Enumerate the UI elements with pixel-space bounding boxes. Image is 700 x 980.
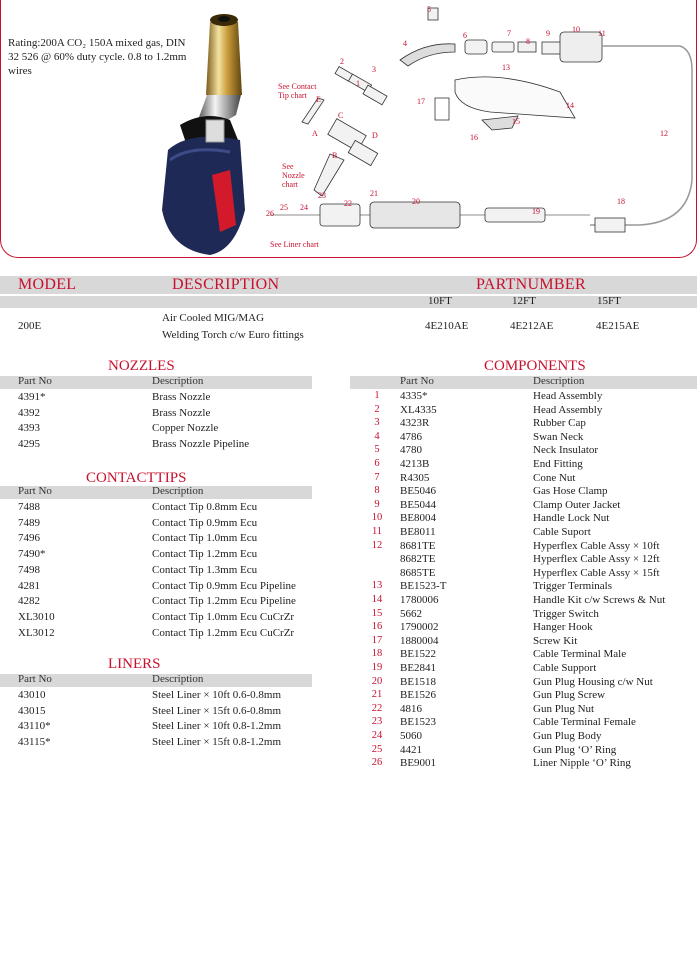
components-row-desc: Neck Insulator xyxy=(533,444,599,457)
contacttips-row-desc: Contact Tip 0.9mm Ecu Pipeline xyxy=(152,579,296,592)
label-15: 15 xyxy=(512,117,520,126)
part-12ft: 4E212AE xyxy=(510,320,554,332)
label-6: 6 xyxy=(463,31,467,40)
label-26: 26 xyxy=(266,209,274,218)
contacttips-row-part: 4282 xyxy=(18,595,40,608)
components-row-index: 3 xyxy=(374,417,380,429)
label-5: 5 xyxy=(427,5,431,14)
contacttips-row-desc: Contact Tip 0.8mm Ecu xyxy=(152,501,258,513)
components-row-part: 8685TE xyxy=(400,566,436,579)
model-desc-line1: Air Cooled MIG/MAG xyxy=(162,312,265,324)
components-row-desc: Gun Plug Housing c/w Nut xyxy=(533,675,653,688)
label-17: 17 xyxy=(417,97,425,106)
components-row-index: 23 xyxy=(371,716,383,728)
components-row-part: BE5044 xyxy=(400,498,437,511)
liners-row-desc: Steel Liner × 15ft 0.8-1.2mm xyxy=(152,736,282,749)
components-row-part: 5662 xyxy=(400,607,422,620)
model-header: MODEL xyxy=(18,276,77,293)
liners-title: LINERS xyxy=(108,656,161,672)
components-row-index: 10 xyxy=(371,512,383,524)
components-row-desc: Gas Hose Clamp xyxy=(533,485,608,498)
components-row-index: 6 xyxy=(374,458,380,469)
liners-row-part: 43110* xyxy=(18,720,51,733)
label-2: 2 xyxy=(340,57,344,66)
liners-col-part: Part No xyxy=(18,673,52,685)
components-row-desc: Rubber Cap xyxy=(533,417,586,430)
components-row-index: 15 xyxy=(371,607,383,619)
components-row-desc: Screw Kit xyxy=(533,634,578,647)
components-row-index: 5 xyxy=(374,444,380,456)
label-4: 4 xyxy=(403,39,407,48)
label-23: 23 xyxy=(318,191,326,200)
components-row-desc: Cable Terminal Female xyxy=(533,716,636,729)
contacttips-row-part: 7496 xyxy=(18,532,40,545)
label-16: 16 xyxy=(470,133,478,142)
part-10ft: 4E210AE xyxy=(425,320,469,332)
length-header-bar xyxy=(0,296,697,308)
model-name: 200E xyxy=(18,320,42,332)
components-row-part: BE1523 xyxy=(400,716,437,729)
components-row-part: BE8004 xyxy=(400,512,437,525)
liners-row-part: 43115* xyxy=(18,736,51,749)
liners-row-part: 43015 xyxy=(18,704,46,717)
components-row-part: 4323R xyxy=(400,417,430,430)
label-18: 18 xyxy=(617,197,625,206)
components-row-part: BE9001 xyxy=(400,757,437,770)
components-row-index: 25 xyxy=(371,743,383,755)
description-header: DESCRIPTION xyxy=(172,276,280,293)
components-row-index: 7 xyxy=(374,471,380,483)
components-row-desc: Gun Plug Screw xyxy=(533,689,606,702)
callout-contact-tip: See Contact Tip chart xyxy=(278,82,317,100)
components-row-index: 11 xyxy=(371,526,383,537)
length-12ft: 12FT xyxy=(512,295,536,307)
nozzles-row-part: 4391* xyxy=(18,391,46,403)
label-25: 25 xyxy=(280,203,288,212)
components-row-desc: Hyperflex Cable Assy × 10ft xyxy=(533,539,660,552)
label-1: 1 xyxy=(356,79,360,88)
components-row-desc: Liner Nipple ‘O’ Ring xyxy=(533,757,631,770)
contacttips-row-part: 7489 xyxy=(18,516,40,529)
components-row-part: BE8011 xyxy=(400,526,436,538)
contacttips-row-part: 7488 xyxy=(18,501,40,513)
components-row-desc: Cone Nut xyxy=(533,471,576,484)
nozzles-row-desc: Copper Nozzle xyxy=(152,422,219,435)
components-row-desc: Gun Plug ‘O’ Ring xyxy=(533,743,617,756)
components-row-index: 12 xyxy=(371,539,383,551)
nozzles-col-part: Part No xyxy=(18,375,52,387)
components-row-desc: Cable Support xyxy=(533,662,597,674)
label-13: 13 xyxy=(502,63,510,72)
nozzles-row-part: 4295 xyxy=(18,438,40,451)
label-C: C xyxy=(338,111,344,120)
components-row-desc: Cable Terminal Male xyxy=(533,648,627,661)
label-10: 10 xyxy=(572,25,580,34)
components-row-desc: Swan Neck xyxy=(533,430,584,443)
part-15ft: 4E215AE xyxy=(596,320,640,332)
label-19: 19 xyxy=(532,207,540,216)
callout-nozzle: See Nozzle chart xyxy=(282,162,305,189)
label-21: 21 xyxy=(370,189,378,198)
contacttips-col-part: Part No xyxy=(18,485,52,497)
components-col-desc: Description xyxy=(533,375,585,387)
components-row-part: BE1518 xyxy=(400,675,437,688)
components-row-part: R4305 xyxy=(400,471,430,484)
label-12: 12 xyxy=(660,129,668,138)
components-title: COMPONENTS xyxy=(484,358,586,374)
components-col-part: Part No xyxy=(400,375,434,387)
components-row-part: 1790002 xyxy=(400,621,439,634)
contacttips-row-desc: Contact Tip 1.3mm Ecu xyxy=(152,563,258,576)
components-row-index: 1 xyxy=(374,390,380,401)
components-row-index: 14 xyxy=(371,594,383,605)
label-22: 22 xyxy=(344,199,352,208)
nozzles-title: NOZZLES xyxy=(108,358,175,374)
components-row-desc: Gun Plug Body xyxy=(533,730,602,742)
components-row-index: 13 xyxy=(371,580,383,592)
components-row-part: BE5046 xyxy=(400,485,437,498)
label-14: 14 xyxy=(566,101,574,110)
contacttips-row-part: XL3010 xyxy=(18,610,55,623)
components-row-desc: Clamp Outer Jacket xyxy=(533,498,621,511)
components-row-part: 8682TE xyxy=(400,553,436,566)
components-row-part: BE2841 xyxy=(400,662,437,674)
model-desc-line2: Welding Torch c/w Euro fittings xyxy=(162,329,304,341)
components-row-desc: Head Assembly xyxy=(533,390,603,402)
components-row-desc: Gun Plug Nut xyxy=(533,702,595,715)
label-3: 3 xyxy=(372,65,376,74)
components-row-desc: Hanger Hook xyxy=(533,621,593,634)
components-row-index: 16 xyxy=(371,621,383,633)
components-row-part: XL4335 xyxy=(400,403,437,416)
nozzles-row-desc: Brass Nozzle xyxy=(152,406,211,419)
nozzles-row-part: 4392 xyxy=(18,406,40,419)
components-row-index: 24 xyxy=(371,730,383,741)
contacttips-row-part: 7490* xyxy=(18,548,46,561)
components-row-index: 2 xyxy=(374,403,380,415)
components-row-index: 17 xyxy=(371,634,383,646)
contacttips-row-desc: Contact Tip 1.2mm Ecu CuCrZr xyxy=(152,626,295,639)
label-8: 8 xyxy=(526,37,530,46)
components-row-desc: Handle Kit c/w Screws & Nut xyxy=(533,594,666,606)
liners-row-part: 43010 xyxy=(18,689,46,701)
liners-row-desc: Steel Liner × 10ft 0.8-1.2mm xyxy=(152,720,282,733)
nozzles-row-part: 4393 xyxy=(18,422,40,435)
nozzles-row-desc: Brass Nozzle Pipeline xyxy=(152,438,250,451)
components-row-index: 8 xyxy=(374,485,380,497)
components-row-part: 5060 xyxy=(400,730,422,742)
label-D: D xyxy=(372,131,378,140)
components-row-desc: Cable Suport xyxy=(533,526,591,538)
components-row-desc: Trigger Terminals xyxy=(533,580,612,593)
exploded-diagram xyxy=(260,0,695,258)
components-row-desc: Trigger Switch xyxy=(533,607,599,620)
components-row-index: 21 xyxy=(371,689,383,701)
components-row-index: 20 xyxy=(371,675,383,687)
nozzles-col-desc: Description xyxy=(152,375,204,387)
contacttips-col-desc: Description xyxy=(152,485,204,497)
label-11: 11 xyxy=(598,29,606,38)
callout-liner: See Liner chart xyxy=(270,240,319,249)
components-row-part: 4780 xyxy=(400,444,422,457)
label-24: 24 xyxy=(300,203,308,212)
contacttips-row-part: XL3012 xyxy=(18,626,55,639)
length-15ft: 15FT xyxy=(597,295,621,307)
label-20: 20 xyxy=(412,197,420,206)
liners-row-desc: Steel Liner × 10ft 0.6-0.8mm xyxy=(152,689,282,701)
contacttips-row-desc: Contact Tip 1.0mm Ecu xyxy=(152,532,258,545)
components-row-part: 4816 xyxy=(400,702,422,715)
contacttips-row-desc: Contact Tip 0.9mm Ecu xyxy=(152,516,258,529)
contacttips-row-desc: Contact Tip 1.0mm Ecu CuCrZr xyxy=(152,610,295,623)
liners-row-desc: Steel Liner × 15ft 0.6-0.8mm xyxy=(152,704,282,717)
components-row-index: 18 xyxy=(371,648,383,660)
components-row-desc: Head Assembly xyxy=(533,403,603,416)
contacttips-row-desc: Contact Tip 1.2mm Ecu xyxy=(152,548,258,561)
components-row-part: BE1523-T xyxy=(400,580,447,593)
components-row-part: 1780006 xyxy=(400,594,439,606)
components-row-part: 1880004 xyxy=(400,634,439,647)
components-row-part: 8681TE xyxy=(400,539,436,552)
components-row-desc: End Fitting xyxy=(533,458,583,470)
components-row-part: 4421 xyxy=(400,743,422,756)
label-7: 7 xyxy=(507,29,511,38)
components-row-part: BE1526 xyxy=(400,689,437,702)
components-row-index: 9 xyxy=(374,498,380,510)
contacttips-row-part: 4281 xyxy=(18,579,40,592)
length-10ft: 10FT xyxy=(428,295,452,307)
contacttips-row-desc: Contact Tip 1.2mm Ecu Pipeline xyxy=(152,595,296,608)
nozzles-row-desc: Brass Nozzle xyxy=(152,391,211,403)
partnumber-header: PARTNUMBER xyxy=(476,276,586,293)
contacttips-row-part: 7498 xyxy=(18,563,40,576)
contacttips-title: CONTACTTIPS xyxy=(86,470,187,486)
label-E: E xyxy=(316,95,321,104)
components-row-desc: Handle Lock Nut xyxy=(533,512,610,525)
model-header-bar xyxy=(0,276,697,294)
label-B: B xyxy=(332,151,338,160)
label-9: 9 xyxy=(546,29,550,38)
components-row-desc: Hyperflex Cable Assy × 12ft xyxy=(533,553,660,566)
rating-text: Rating:200A CO₂ 150A mixed gas, DIN 32 526 @ 60% duty cycle. 0.8 to 1.2mm wires xyxy=(8,37,187,77)
components-row-part: 4213B xyxy=(400,458,430,470)
components-row-part: 4335* xyxy=(400,390,428,402)
components-row-index: 22 xyxy=(371,702,383,714)
components-row-index: 26 xyxy=(371,757,383,769)
label-A: A xyxy=(312,129,318,138)
components-row-index: 19 xyxy=(371,662,383,673)
components-row-part: BE1522 xyxy=(400,648,437,661)
components-row-index: 4 xyxy=(374,430,380,442)
liners-col-desc: Description xyxy=(152,673,204,685)
components-row-desc: Hyperflex Cable Assy × 15ft xyxy=(533,566,660,579)
components-row-part: 4786 xyxy=(400,430,422,443)
